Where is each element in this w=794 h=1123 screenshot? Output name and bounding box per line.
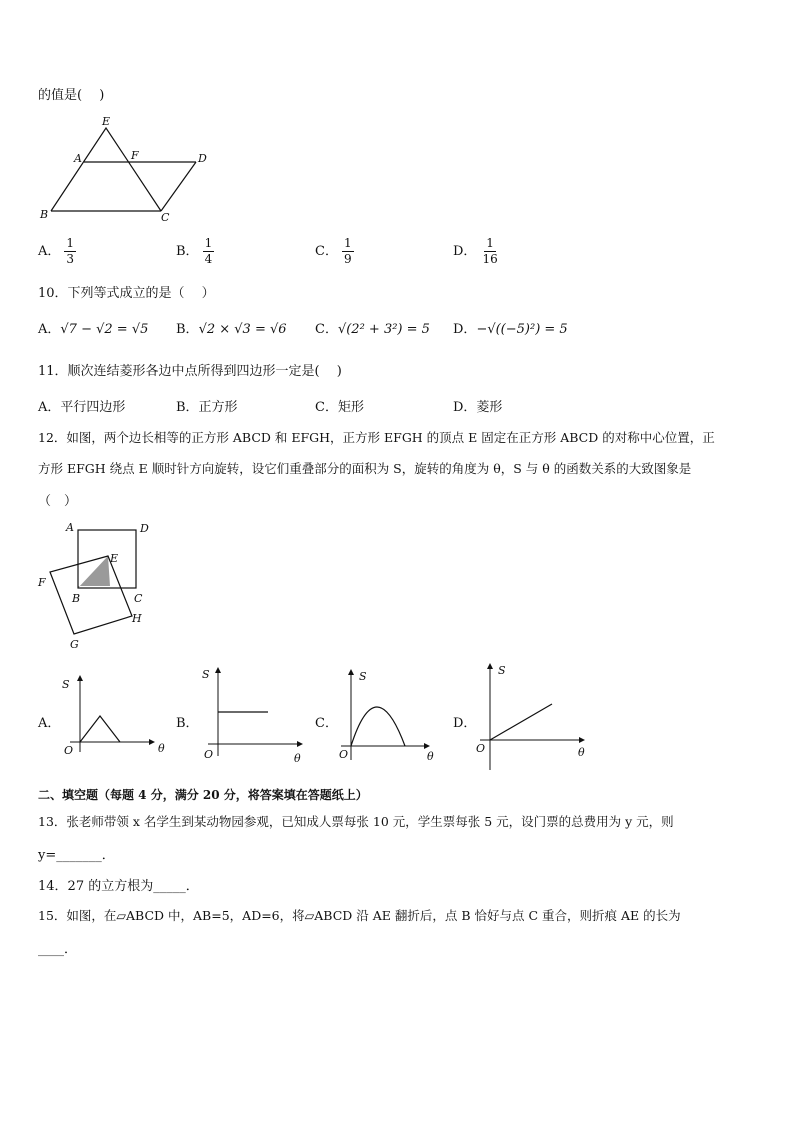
q12-label-a: A [66, 521, 74, 534]
q10-option-a[interactable] [38, 318, 148, 337]
q12-stem-line1: 12．如图，两个边长相等的正方形 ABCD 和 EFGH，正方形 EFGH 的顶点 E 固定在正方形 ABCD 的对称中心位置，正 [38, 430, 715, 445]
q9-option-a-fraction [64, 236, 76, 267]
q10-option-d-expr: −√((−5)²) = 5 [476, 322, 568, 337]
q9-option-a-num: 1 [66, 236, 75, 250]
q12-label-b: B [72, 592, 81, 605]
q10-option-a-label: A． [38, 322, 61, 337]
q10-option-c-label: C． [315, 322, 338, 337]
q9-option-d-label: D． [453, 244, 477, 259]
q13-line2: y=_______． [38, 848, 115, 863]
q12-option-b-label[interactable]: B． [176, 716, 199, 731]
q10-option-b[interactable] [176, 318, 287, 337]
q12-stem-line2: 方形 EFGH 绕点 E 顺时针方向旋转，设它们重叠部分的面积为 S，旋转的角度为 θ，S 与 θ 的函数关系的大致图象是 [38, 461, 692, 476]
q9-option-d-num: 1 [486, 236, 494, 250]
q12-option-a-graph[interactable] [56, 672, 176, 762]
q10-option-b-label: B． [176, 322, 199, 337]
q12-option-d-graph[interactable] [472, 660, 602, 772]
q12-label-g: G [70, 638, 79, 651]
q15-line2: ____． [38, 942, 78, 957]
q10-option-d[interactable] [453, 318, 568, 337]
q12-option-c-graph[interactable] [333, 664, 443, 764]
q10-option-c[interactable] [315, 318, 430, 337]
q9-label-c: C [161, 211, 170, 222]
q12-graph-c-o: O [339, 748, 349, 761]
q12-label-c: C [134, 592, 143, 605]
q13-line1: 13．张老师带领 x 名学生到某动物园参观，已知成人票每张 10 元，学生票每张 5 元，设门票的总费用为 y 元，则 [38, 814, 674, 829]
q12-graph-d-theta: θ [578, 746, 585, 759]
q9-option-c-num: 1 [343, 236, 352, 250]
q10-option-a-expr: √7 − √2 = √5 [60, 322, 149, 337]
q12-option-c-label[interactable]: C． [315, 716, 338, 731]
q9-option-a-den: 3 [66, 252, 75, 266]
q14-text: 14．27 的立方根为_____． [38, 879, 199, 894]
q12-graph-c-s: S [359, 670, 367, 683]
section2-heading: 二、填空题（每题 4 分，满分 20 分，将答案填在答题纸上） [38, 788, 368, 802]
q9-label-b: B [40, 208, 49, 221]
q9-label-a: A [74, 152, 82, 165]
q12-graph-d-o: O [476, 742, 486, 755]
q9-stem-tail: 的值是( ) [38, 88, 105, 103]
q15-line1: 15．如图，在▱ABCD 中，AB=5，AD=6，将▱ABCD 沿 AE 翻折后，点 B 恰好与点 C 重合，则折痕 AE 的长为 [38, 908, 681, 923]
q12-stem-line3: （ ） [38, 494, 78, 509]
q9-option-b[interactable] [176, 236, 214, 267]
q10-option-b-expr: √2 × √3 = √6 [198, 322, 287, 337]
q9-option-c[interactable] [315, 236, 354, 267]
q12-option-a-label[interactable]: A． [38, 716, 61, 731]
q9-option-d-fraction [480, 236, 499, 267]
q12-label-h: H [132, 612, 142, 625]
q9-label-e: E [102, 115, 111, 128]
q9-option-b-num: 1 [204, 236, 213, 250]
q9-label-d: D [198, 152, 207, 165]
q12-graph-d-s: S [498, 664, 506, 677]
q12-label-f: F [38, 576, 46, 589]
q11-option-a[interactable]: A．平行四边形 [38, 400, 126, 415]
q9-option-b-den: 4 [204, 252, 213, 266]
q12-figure [30, 516, 160, 656]
q9-option-c-fraction [342, 236, 354, 267]
q9-option-a[interactable] [38, 236, 76, 267]
q9-option-c-den: 9 [343, 252, 352, 266]
q10-option-d-label: D． [453, 322, 477, 337]
q12-option-d-label[interactable]: D． [453, 716, 477, 731]
q12-option-b-graph[interactable] [194, 664, 314, 764]
q12-graph-c-theta: θ [427, 750, 434, 763]
q12-graph-b-o: O [204, 748, 214, 761]
q12-graph-a-o: O [64, 744, 74, 757]
q9-option-d[interactable] [453, 236, 500, 267]
q11-stem: 11．顺次连结菱形各边中点所得到四边形一定是( ) [38, 364, 342, 379]
q12-label-e: E [110, 552, 119, 565]
q9-option-d-den: 16 [482, 252, 498, 266]
q11-option-b[interactable]: B．正方形 [176, 400, 238, 415]
q9-option-c-label: C． [315, 244, 338, 259]
q12-graph-a-s: S [62, 678, 70, 691]
q11-option-d[interactable]: D．菱形 [453, 400, 503, 415]
q10-stem: 10．下列等式成立的是（ ） [38, 286, 215, 301]
q12-graph-b-theta: θ [294, 752, 301, 764]
q9-figure [36, 112, 216, 222]
q9-option-b-label: B． [176, 244, 199, 259]
q9-option-a-label: A． [38, 244, 61, 259]
q9-option-b-fraction [203, 236, 215, 267]
q12-graph-a-theta: θ [158, 742, 165, 755]
q10-option-c-expr: √(2² + 3²) = 5 [337, 322, 430, 337]
q12-graph-b-s: S [202, 668, 210, 681]
q9-label-f: F [131, 149, 139, 162]
q11-option-c[interactable]: C．矩形 [315, 400, 364, 415]
q12-label-d: D [140, 522, 149, 535]
